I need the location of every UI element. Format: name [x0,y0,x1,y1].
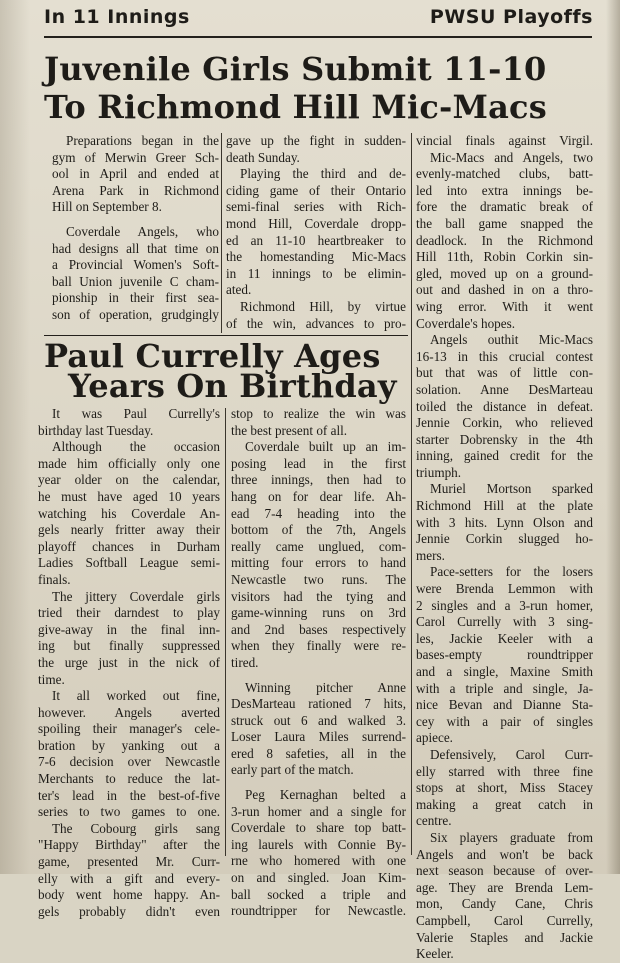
top-rule [44,36,592,38]
story-line: the urge just in the nick of [38,654,220,670]
story-line: were Brenda Lemmon with [416,581,593,597]
story-line: Peg Kernaghan belted a [245,787,406,803]
story-line: Defensively, Carol Curr- [430,746,593,762]
story-line: watching his Coverdale An- [38,505,220,521]
story-line: hang on for dear life. Ah- [231,488,406,504]
story-line: ool in April and ended at [52,166,219,182]
story-line: ing laurels with Connie By- [231,836,406,852]
story-line: semi-final series with Rich- [226,199,406,215]
story-line: 16-13 in this crucial contest [416,348,593,364]
story-line: three innings, then had to [231,472,406,488]
story-line: ered 8 safeties, all in the [231,745,406,761]
headline-1-line-2: To Richmond Hill Mic-Macs [44,88,547,126]
story-line: gels probably didn't even [38,903,220,919]
story-line: Richmond Hill, by virtue [240,298,406,314]
story-line: Angels outhit Mic-Macs [430,332,593,348]
story-line: pionship in their first sea- [52,290,219,306]
story-line: led into extra innings be- [416,182,593,198]
story-line: birthday last Tuesday. [38,422,154,438]
story-line: son of operation, grudgingly [52,306,219,322]
story-line: visitors had the tying and [231,588,406,604]
kicker-right: PWSU Playoffs [429,6,593,28]
story-line: bration by yanking out a [38,737,220,753]
story-line: with a triple and single, Ja- [416,680,593,696]
story-line: mitting four errors to hand [231,555,406,571]
story-line: mers. [416,547,445,563]
story-line: the best present of all. [231,422,348,438]
story-line: stop to realize the win was [231,406,406,421]
story-line: give-away in the final inn- [38,621,220,637]
story-line: Campbell, Carol Currelly, [416,912,593,928]
story-line [52,216,219,224]
kicker-left: In 11 Innings [44,6,190,28]
story-line: Coverdale to share top batt- [231,820,406,836]
story-line: tired. [231,654,259,670]
story-line: Keeler. [416,946,454,962]
story-line: Playing the third and de- [240,166,406,182]
story-line: wing error. With it went [416,298,593,314]
story-line: out and dashed in on a thro- [416,282,593,298]
story-line: and 2nd bases respectively [231,621,406,637]
headline-2-line-1: Paul Currelly Ages [44,337,381,375]
story-line: ed an 11-10 heartbreaker to [226,232,406,248]
story-line: It all worked out fine, [52,688,220,704]
story-line: evenly-matched clubs, batt- [416,166,593,182]
story-line: ead 7-4 heading into the [231,505,406,521]
column-rule [411,133,412,855]
story-line: time. [38,671,65,687]
headline-2-line-2: Years On Birthday [68,367,397,405]
story-line: gels nearly fritter away their [38,522,220,538]
story-line: ter's lead in the best-of-five [38,787,220,803]
story-line: Winning pitcher Anne [245,679,406,695]
story-line: ball socked a triple and [231,886,406,902]
story-line: Loser Laura Miles surrend- [231,729,406,745]
story-line: and a single, Maxine Smith [416,664,593,679]
story-line: series to two games to one. [38,804,220,820]
story-line: making a great catch in [416,796,593,812]
story-line: Arena Park in Richmond [52,182,219,198]
story-line: Richmond Hill at the plate [416,498,593,514]
story-line: the homestanding Mic-Macs [226,249,406,265]
story-line: gled, moved up on a ground- [416,265,593,281]
story-line: ing but finally suppressed [38,638,220,654]
story-line: posing lead in the first [231,455,406,471]
story-line: Angels and won't be back [416,846,593,862]
story-line: solation. Anne DesMarteau [416,381,593,397]
story-line: elly with a gift and every- [38,870,220,886]
story-line: inning, gained credit for the [416,448,593,464]
story-line: body went home happy. An- [38,887,220,903]
story-line: ball Union juvenile C cham- [52,273,219,289]
story-line: made him officially only one [38,455,220,471]
story-line: deadlock. In the Richmond [416,232,593,248]
story-line: the ball game snapped the [416,215,593,231]
story-line [231,779,406,787]
story-line: mon, Candy Cane, Chris [416,896,593,912]
story-line: early part of the match. [231,762,354,778]
story-line: Coverdale Angels, who [66,223,219,239]
story-line: fore the dramatic break of [416,199,593,215]
story-line: bottom of the 7th, Angels [231,522,406,538]
story-line: of the win, advances to pro- [226,315,406,331]
story-line: age. They are Brenda Lem- [416,879,593,895]
story-line: les, Jackie Keeler with a [416,630,593,646]
story-line: triumph. [416,464,462,480]
story-line: 7-6 decision over Newcastle [38,754,220,770]
story-line: Hill 11th, Robin Corkin sin- [416,249,593,265]
story2-column-2 [231,406,406,920]
story-line: a Provincial Women's Soft- [52,257,219,273]
story-line: death Sunday. [226,149,300,165]
story-line: but that was of little con- [416,365,593,381]
story-line [231,672,406,680]
story-line: game-winning runs on 3rd [231,605,406,621]
story-line: Merchants to reduce the lat- [38,771,220,787]
story-line: Although the occasion [52,439,220,455]
story-line: elly starred with three fine [416,763,593,779]
story-line: mond Hill, Coverdale dropp- [226,215,406,231]
story-line: struck out 6 and walked 3. [231,712,406,728]
story-line: really came unglued, com- [231,538,406,554]
story-line: when they finally were re- [231,638,406,654]
story-line: ciding game of their Ontario [226,182,406,198]
story1-column-1 [52,133,219,324]
story-line: Carol Currelly with 3 sing- [416,614,593,630]
headline-1-line-1: Juvenile Girls Submit 11-10 [44,50,547,88]
story-line: with 3 hits. Lynn Olson and [416,514,593,530]
story-line: starter Dobrensky in the 4th [416,431,593,447]
story-line: playoff chances in Durham [38,538,220,554]
story-line: apiece. [416,730,453,746]
story-line: however. Angels averted [38,704,220,720]
story-line: 2 singles and a 3-run homer, [416,597,593,613]
paper-shadow-right [606,0,620,874]
story-line: centre. [416,813,452,829]
story-line: Coverdale's hopes. [416,315,516,331]
story-line: gym of Merwin Greer Sch- [52,149,219,165]
story-line: Jennie Corkin, who relieved [416,415,593,431]
story-line: toiled the distance in defeat. [416,398,593,414]
story-line: Pace-setters for the losers [430,564,593,580]
story-line: nice Bevan and Dianne Sta- [416,697,593,713]
story-line: cey with a pair of singles [416,713,593,729]
story-line: on and singled. Joan Kim- [231,870,406,886]
story-line: had designs all that time on [52,240,219,256]
story-line: roundtripper for Newcastle. [231,903,406,919]
column-rule [225,408,226,856]
story-line: 3-run homer and a single for [231,803,406,819]
column-rule [221,133,222,333]
story-line: bases-empty roundtripper [416,647,593,663]
story-divider [44,335,408,336]
story-line: vincial finals against Virgil. [416,133,593,148]
story-line: DesMarteau rationed 7 hits, [231,696,406,712]
story-line: The Cobourg girls sang [52,820,220,836]
story-line: finals. [38,571,71,587]
story-line: ated. [226,282,252,298]
story-line: spoiling their manager's cele- [38,721,220,737]
story2-column-1 [38,406,220,920]
story-line: in 11 innings to be elimin- [226,265,406,281]
story-line: Newcastle two runs. The [231,571,406,587]
story1-column-2 [226,133,406,332]
story-line: Jennie Corkin slugged ho- [416,531,593,547]
story-line: year older on the calendar, [38,472,220,488]
story-line: Six players graduate from [430,829,593,845]
story-line: Mic-Macs and Angels, two [430,149,593,165]
story-line: Coverdale built up an im- [245,439,406,455]
story-line: stops at short, Miss Stacey [416,780,593,796]
story-line: Ladies Softball League semi- [38,555,220,571]
story-line: Preparations began in the [66,133,219,148]
story-line: It was Paul Currelly's [52,406,220,421]
story-line: game, presented Mr. Curr- [38,854,220,870]
story-line: "Happy Birthday" after the [38,837,220,853]
paper-shadow-left [0,0,30,874]
story-line: The jittery Coverdale girls [52,588,220,604]
story-line: rne who homered with one [231,853,406,869]
story-line: he must have aged 10 years [38,488,220,504]
story-line: next season because of over- [416,863,593,879]
story-line: Muriel Mortson sparked [430,481,593,497]
story-line: tried their darndest to play [38,605,220,621]
story-line: gave up the fight in sudden- [226,133,406,148]
story-line: Hill on September 8. [52,199,162,215]
story-line: Valerie Staples and Jackie [416,929,593,945]
story1-column-3 [416,133,593,963]
